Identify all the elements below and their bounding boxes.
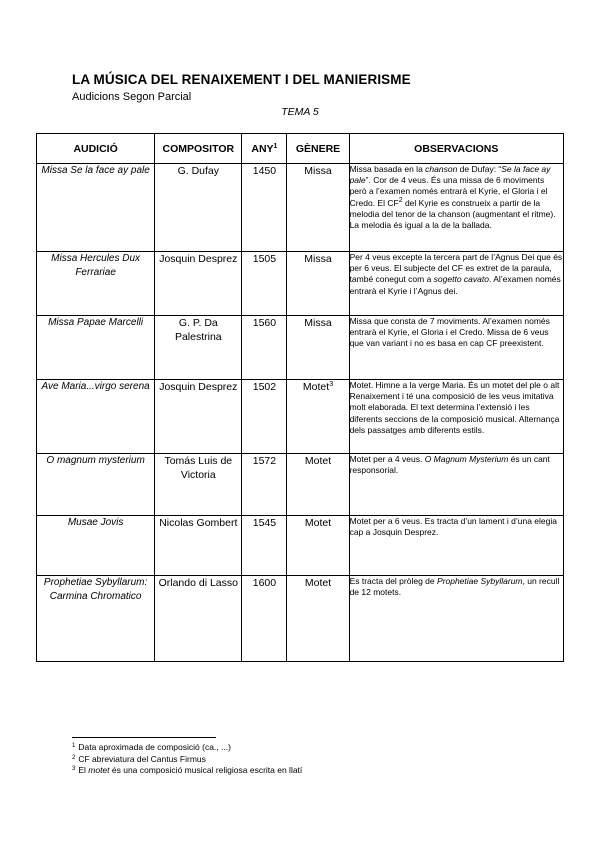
document-title: LA MÚSICA DEL RENAIXEMENT I DEL MANIERISME — [72, 72, 411, 87]
footnote-divider — [72, 737, 216, 738]
footnote-text: és una composició musical religiosa escrita en llatí — [109, 765, 303, 775]
cell-compositor: G. Dufay — [155, 164, 242, 252]
cell-genere — [287, 454, 349, 516]
cell-genere — [287, 316, 349, 380]
cell-observacions — [349, 380, 563, 454]
footnote-number: 1 — [72, 743, 76, 749]
header-audicio: AUDICIÓ — [37, 134, 155, 164]
observation-text: , un recull de 12 motets. — [349, 576, 560, 598]
cell-compositor: Tomás Luis de Victoria — [155, 454, 242, 516]
cell-compositor: Nicolas Gombert — [155, 516, 242, 576]
genere-label: Motet — [302, 381, 330, 393]
genere-label: Missa — [304, 317, 332, 329]
observation-text: és un cant responsorial. — [349, 454, 550, 476]
header-compositor: COMPOSITOR — [155, 134, 242, 164]
cell-compositor: Orlando di Lasso — [155, 576, 242, 662]
footnote-text: CF abreviatura del Cantus Firmus — [78, 753, 206, 764]
observation-text: Se la face ay pale — [349, 164, 551, 186]
header-any — [242, 134, 287, 164]
table-row — [37, 576, 564, 662]
observation-text: Prophetiae Sybyllarum — [436, 576, 523, 586]
cell-compositor: Josquin Desprez — [155, 380, 242, 454]
header-observacions: OBSERVACIONS — [349, 134, 563, 164]
cell-observacions — [349, 316, 563, 380]
table-row — [37, 454, 564, 516]
section-label: TEMA 5 — [281, 106, 319, 118]
footnote-text: motet — [88, 765, 110, 775]
cell-genere — [287, 164, 349, 252]
genere-label: Motet — [304, 455, 332, 467]
genere-label: Motet — [304, 577, 332, 589]
cell-any: 1505 — [242, 252, 287, 316]
table-body — [37, 164, 564, 662]
footnote-number: 3 — [72, 766, 76, 772]
observation-text: Motet per a 6 veus. Es tracta d’un lament i d’una elegia cap a Josquin Desprez. — [349, 516, 557, 538]
observation-text: Motet per a 4 veus. — [349, 454, 425, 464]
cell-any: 1450 — [242, 164, 287, 252]
cell-observacions — [349, 164, 563, 252]
cell-genere — [287, 516, 349, 576]
genere-label: Missa — [304, 165, 332, 177]
observation-text: Es tracta del pròleg de — [349, 576, 437, 586]
cell-observacions — [349, 454, 563, 516]
observation-text: . Al’examen només entrarà el Kyrie i l’Agnus dei. — [349, 274, 561, 296]
cell-any: 1545 — [242, 516, 287, 576]
cell-compositor: Josquin Desprez — [155, 252, 242, 316]
observation-text: Missa basada en la — [349, 164, 426, 174]
cell-observacions — [349, 516, 563, 576]
footnote-ref: 3 — [329, 381, 334, 388]
cell-audicio: Musae Jovis — [37, 516, 155, 576]
footnote-text: Data aproximada de composició (ca., ...) — [78, 742, 231, 752]
document-subtitle: Audicions Segon Parcial — [72, 91, 192, 103]
cell-audicio: Missa Papae Marcelli — [37, 316, 155, 380]
cell-any: 1560 — [242, 316, 287, 380]
cell-observacions — [349, 576, 563, 662]
cell-compositor: G. P. Da Palestrina — [155, 316, 242, 380]
genere-label: Motet — [304, 517, 332, 529]
header-any-label: ANY — [251, 142, 274, 155]
table-row — [37, 164, 564, 252]
cell-audicio: Missa Hercules Dux Ferrariae — [37, 252, 155, 316]
observation-text: chanson — [425, 164, 458, 174]
observation-text: Motet. Himne a la verge Maria. És un motet del ple o alt Renaixement i té una composició de les veus imitativa molt elaborada. El text determina l’extensió i les diferents seccions de la composició musical. Alternança dels passatges amb diferents estils. — [349, 380, 560, 435]
genere-label: Missa — [304, 253, 332, 265]
observation-text: O Magnum Mysterium — [424, 454, 509, 464]
footnote-ref: 1 — [273, 142, 278, 150]
cell-observacions — [349, 252, 563, 316]
cell-audicio: O magnum mysterium — [37, 454, 155, 516]
table-row — [37, 316, 564, 380]
cell-genere — [287, 576, 349, 662]
cell-genere — [287, 380, 349, 454]
footnote — [72, 765, 302, 777]
cell-genere — [287, 252, 349, 316]
footnotes — [72, 742, 302, 777]
auditions-table — [36, 133, 564, 662]
cell-any: 1572 — [242, 454, 287, 516]
observation-text: Per 4 veus excepte la tercera part de l’Agnus Dei que és per 6 veus. El subjecte del CF es extret de la paraula, també conegut com a — [349, 252, 563, 285]
cell-any: 1502 — [242, 380, 287, 454]
table-header-row — [37, 134, 564, 164]
footnote — [72, 754, 302, 766]
header-genere: GÈNERE — [287, 134, 349, 164]
cell-audicio: Missa Se la face ay pale — [37, 164, 155, 252]
table-row — [37, 252, 564, 316]
cell-audicio: Ave Maria...virgo serena — [37, 380, 155, 454]
cell-any: 1600 — [242, 576, 287, 662]
observation-text: Missa que consta de 7 moviments. Al’examen només entrarà el Kyrie, el Gloria i el Credo. Missa de 6 veus que van variant i no es basa en cap CF preexistent. — [349, 316, 550, 349]
table-row — [37, 380, 564, 454]
cell-audicio: Prophetiae Sybyllarum: Carmina Chromatico — [37, 576, 155, 662]
footnote-ref: 2 — [398, 196, 403, 204]
observation-text: de Dufay: “ — [457, 164, 502, 174]
observation-text: sogetto cavato — [433, 274, 489, 285]
observation-text: del Kyrie es construeix a partir de la melodia del tenor de la chanson (augmentant el ritme). La melodia és igual a la de la ballada. — [349, 197, 556, 231]
footnote-text: El — [78, 765, 89, 775]
footnote — [72, 742, 302, 754]
table-row — [37, 516, 564, 576]
observation-text: ”. Cor de 4 veus. És una missa de 6 moviments però a l’examen només entrarà el Kyrie, el Gloria i el Credo. El CF — [349, 175, 548, 208]
footnote-number: 2 — [72, 754, 76, 761]
